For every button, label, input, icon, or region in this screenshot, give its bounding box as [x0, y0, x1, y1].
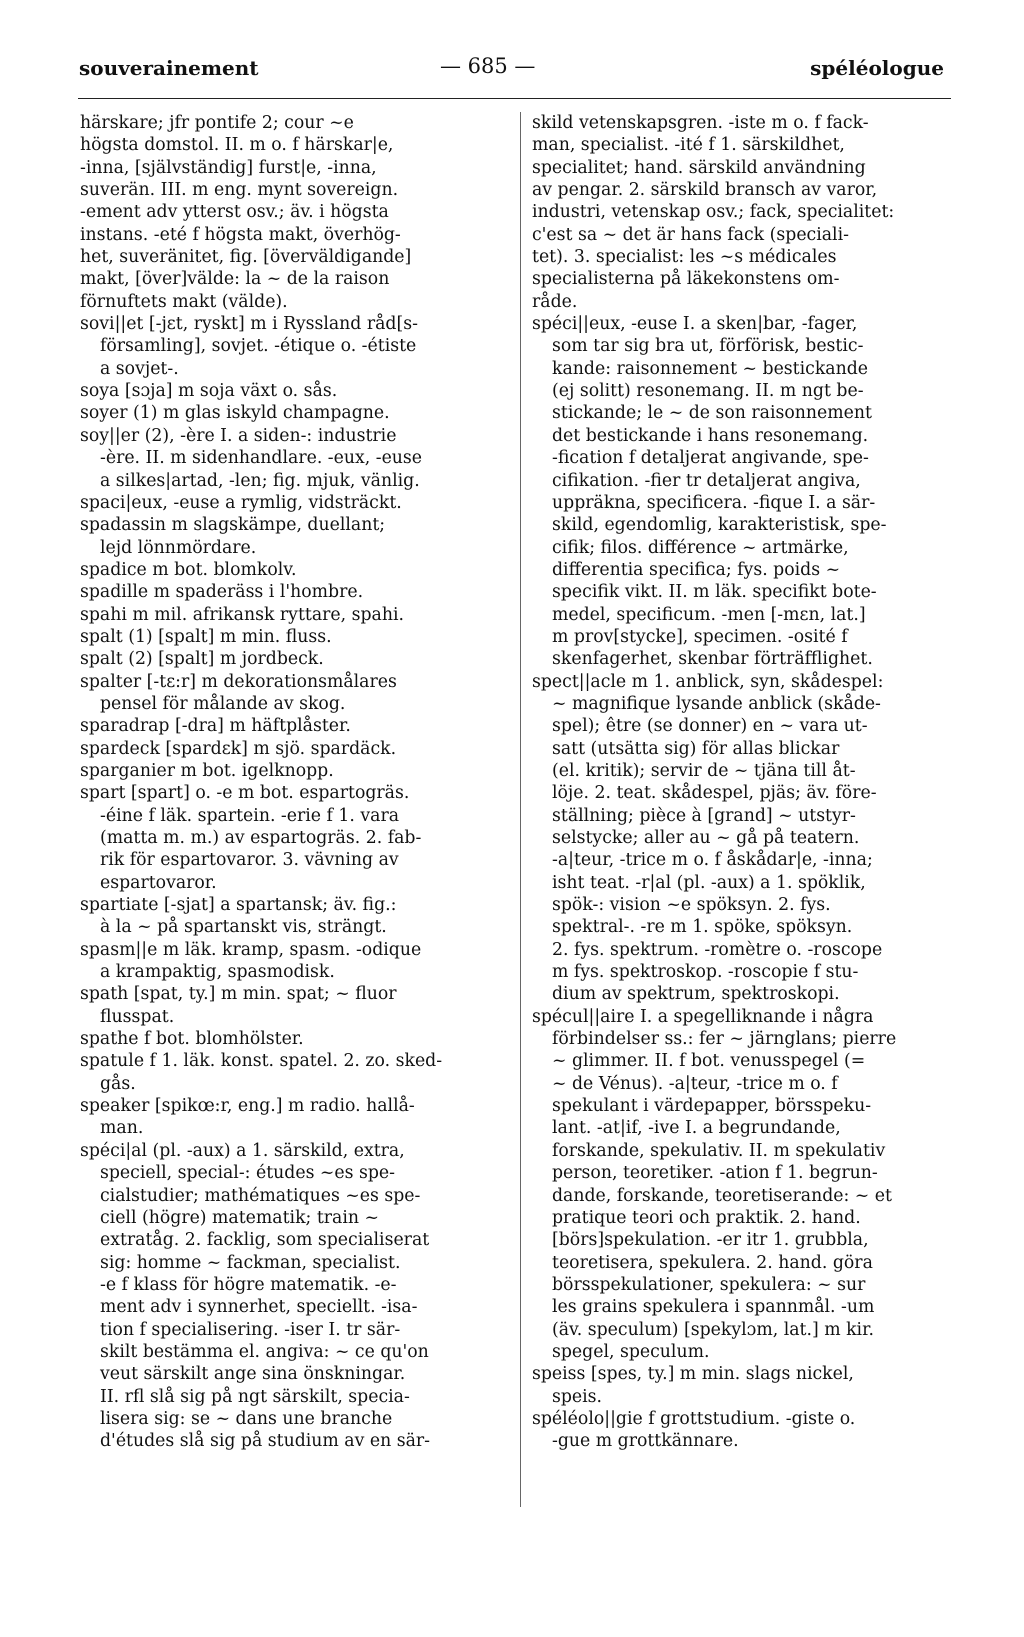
dictionary-entry: spatule f 1. läk. konst. spatel. 2. zo. sked- gås.	[80, 1051, 443, 1094]
dictionary-entry: spect||acle m 1. anblick, syn, skådespel: ~ magnifique lysande anblick (skåde- spel); être (se donner) en ~ vara ut- satt (utsätta sig) för allas blickar (el. kritik); servir de ~ tjäna till åt- löje. 2. teat. skådespel, pjäs; äv. före- ställning; pièce à [grand] ~ utstyr- selstycke; aller au ~ gå på teatern. -a|teur, -trice m o. f åskådar|e, -inna; isht teat. -r|al (pl. -aux) a 1. spöklik, spök-: vision ~e spöksyn. 2. fys. spektral-. -re m 1. spöke, spöksyn. 2. fys. spektrum. -romètre o. -roscope m fys. spektroskop. -roscopie f stu- dium av spektrum, spektroskopi.	[532, 671, 884, 1005]
left-column	[80, 112, 508, 1453]
dictionary-entry: härskare; jfr pontife 2; cour ~e högsta domstol. II. m o. f härskar|e, -inna, [självständig] furst|e, -inna, suverän. III. m eng. mynt sovereign. -ement adv ytterst osv.; äv. i högsta instans. -eté f högsta makt, överhög- het, suveränitet, fig. [överväldigande] makt, [över]välde: la ~ de la raison förnuftets makt (välde).	[80, 113, 412, 312]
dictionary-entry: spéci|al (pl. -aux) a 1. särskild, extra, speciell, special-: études ~es spe- cialstudier; mathématiques ~es spe- ciell (högre) matematik; train ~ extratåg. 2. facklig, som specialiserat sig: homme ~ fackman, specialist. -e f klass för högre matematik. -e- ment adv i synnerhet, speciellt. -isa- tion f specialisering. -iser I. tr sär- skilt bestämma el. angiva: ~ ce qu'on veut särskilt ange sina önskningar. II. rfl slå sig på ngt särskilt, specia- lisera sig: se ~ dans une branche d'études slå sig på studium av en sär-	[80, 1140, 430, 1452]
column-divider	[520, 112, 521, 1507]
dictionary-entry: spalt (2) [spalt] m jordbeck.	[80, 649, 324, 670]
dictionary-entry: speiss [spes, ty.] m min. slags nickel, speis.	[532, 1364, 854, 1407]
dictionary-entry: soyer (1) m glas iskyld champagne.	[80, 403, 390, 424]
dictionary-entry: spadice m bot. blomkolv.	[80, 559, 297, 580]
dictionary-entry: spaci|eux, -euse a rymlig, vidsträckt.	[80, 492, 402, 513]
header-last-headword: spéléologue	[810, 56, 944, 80]
header-rule	[78, 98, 951, 99]
dictionary-entry: spartiate [-sjat] a spartansk; äv. fig.: à la ~ på spartanskt vis, strängt.	[80, 895, 397, 938]
dictionary-entry: spahi m mil. afrikansk ryttare, spahi.	[80, 604, 404, 625]
page-number: — 685 —	[440, 54, 536, 78]
dictionary-entry: spath [spat, ty.] m min. spat; ~ fluor flusspat.	[80, 984, 397, 1027]
dictionary-entry: spadille m spaderäss i l'hombre.	[80, 582, 364, 603]
dictionary-entry: spadassin m slagskämpe, duellant; lejd lönnmördare.	[80, 515, 386, 558]
dictionary-entry: spéci||eux, -euse I. a sken|bar, -fager, som tar sig bra ut, förförisk, bestic- kande: raisonnement ~ bestickande (ej solitt) resonemang. II. m ngt be- stickande; le ~ de son raisonnement det bestickande i hans resonemang. -fication f detaljerat angivande, spe- cifikation. -fier tr detaljerat angiva, uppräkna, specificera. -fique I. a sär- skild, egendomlig, karakteristisk, spe- cifik; filos. différence ~ artmärke, differentia specifica; fys. poids ~ specifik vikt. II. m läk. specifikt bote- medel, specificum. -men [-mɛn, lat.] m prov[stycke], specimen. -osité f skenfagerhet, skenbar förträfflighet.	[532, 314, 887, 670]
dictionary-entry: spardeck [spardɛk] m sjö. spardäck.	[80, 738, 397, 759]
header-first-headword: souverainement	[79, 56, 259, 80]
dictionary-entry: speaker [spikœ:r, eng.] m radio. hallå- man.	[80, 1096, 415, 1139]
dictionary-entry: spalt (1) [spalt] m min. fluss.	[80, 626, 332, 647]
dictionary-entry: sparganier m bot. igelknopp.	[80, 760, 334, 781]
dictionary-entry: spasm||e m läk. kramp, spasm. -odique a krampaktig, spasmodisk.	[80, 939, 422, 983]
dictionary-entry: sovi||et [-jɛt, ryskt] m i Ryssland råd[s- församling], sovjet. -étique o. -étiste a sovjet-.	[80, 314, 418, 379]
right-column	[532, 112, 956, 1453]
dictionary-entry: skild vetenskapsgren. -iste m o. f fack- man, specialist. -ité f 1. särskildhet, specialitet; hand. särskild användning av pengar. 2. särskild bransch av varor, industri, vetenskap osv.; fack, specialitet: c'est sa ~ det är hans fack (speciali- tet). 3. specialist: les ~s médicales specialisterna på läkekonstens om- råde.	[532, 113, 895, 312]
dictionary-entry: soya [sɔja] m soja växt o. sås.	[80, 381, 338, 402]
dictionary-entry: spart [spart] o. -e m bot. espartogräs. -éine f läk. spartein. -erie f 1. vara (matta m. m.) av espartogräs. 2. fab- rik för espartovaror. 3. vävning av espartovaror.	[80, 783, 422, 893]
dictionary-entry: spécul||aire I. a spegelliknande i några förbindelser ss.: fer ~ järnglans; pierre ~ glimmer. II. f bot. venusspegel (= ~ de Vénus). -a|teur, -trice m o. f spekulant i värdepapper, börsspeku- lant. -at|if, -ive I. a begrundande, forskande, spekulativ. II. m spekulativ person, teoretiker. -ation f 1. begrun- dande, forskande, teoretiserande: ~ et pratique teori och praktik. 2. hand. [börs]spekulation. -er itr 1. grubbla, teoretisera, spekulera. 2. hand. göra börsspekulationer, spekulera: ~ sur les grains spekulera i spannmål. -um (äv. speculum) [spekylɔm, lat.] m kir. spegel, speculum.	[532, 1006, 897, 1362]
dictionary-entry: spathe f bot. blomhölster.	[80, 1029, 304, 1050]
dictionary-entry: spalter [-tɛ:r] m dekorationsmålares pensel för målande av skog.	[80, 671, 397, 714]
page-header	[0, 52, 1024, 92]
dictionary-entry: spéléolo||gie f grottstudium. -giste o. -gue m grottkännare.	[532, 1408, 856, 1452]
dictionary-entry: sparadrap [-dra] m häftplåster.	[80, 716, 351, 737]
dictionary-entry: soy||er (2), -ère I. a siden-: industrie -ère. II. m sidenhandlare. -eux, -euse a silkes|artad, -len; fig. mjuk, vänlig.	[80, 425, 423, 491]
